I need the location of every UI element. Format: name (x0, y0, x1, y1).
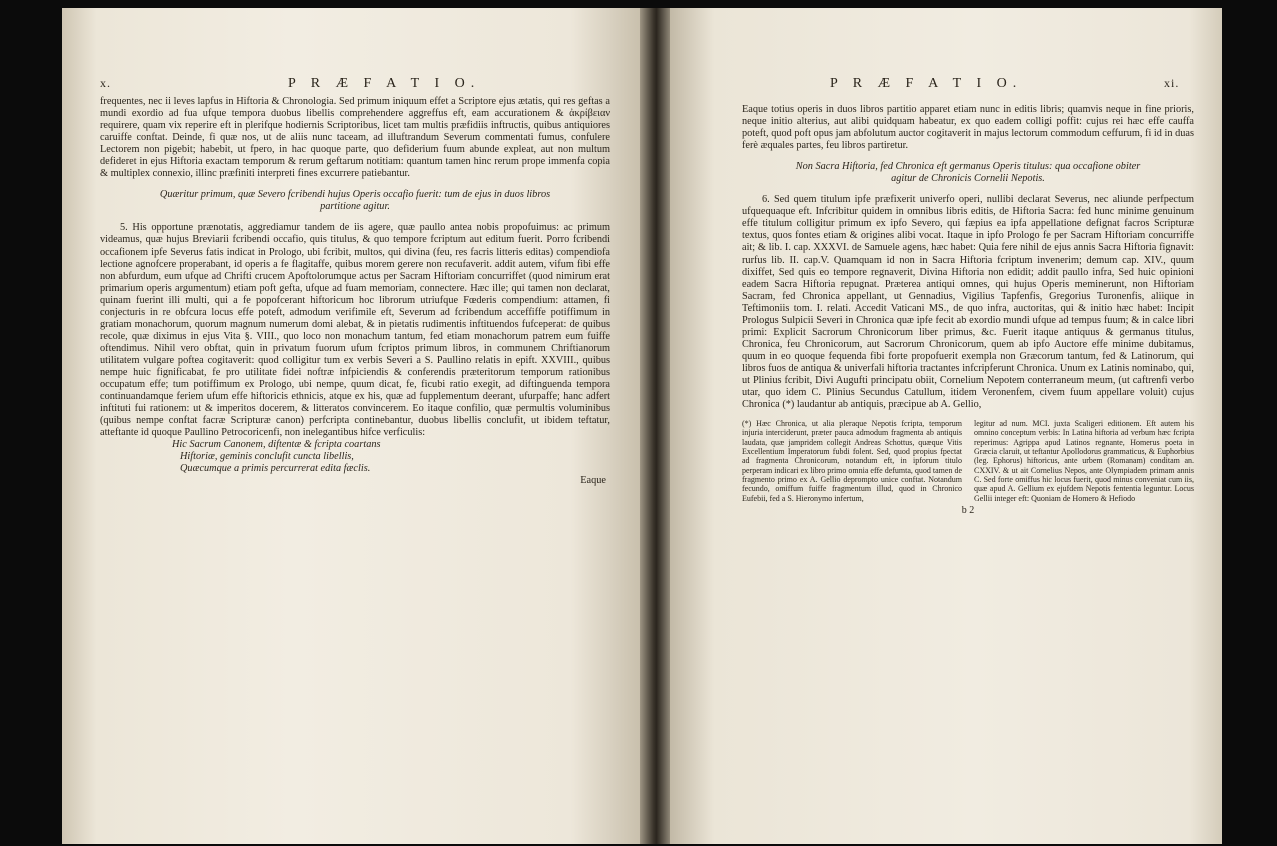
verse-line: Hiftoriæ, geminis conclufit cuncta libellis, (180, 451, 354, 463)
left-running-head: P R Æ F A T I O. (288, 76, 481, 91)
right-running-head: P R Æ F A T I O. (830, 76, 1023, 91)
paragraph-6: 6. Sed quem titulum ipfe præfixerit univerfo operi, nullibi declarat Severus, nec aliunde perfpectum ufquequaque eft. Infcribitur quidem in omnibus libris editis, de Hiftoria Sacra: fed hunc minime genuinum effe titulum colligitur primum ex ipfo Severo, qui fæpius ea ipfa appellatione defignat facros Scripturæ textus, quos fontes etiam & origines alibi vocat. Itaque in ipfo Prologo fe per Sacram Hiftoriam concurriffe ait; & lib. I. cap. XXXVI. de Samuele agens, hæc habet: Quia fere nihil de ejus annis Sacra Hiftoria fignavit: rurfus lib. II. cap.V. Quamquam id non in Sacra Hiftoria fcriptum invenerim; demum cap. XIV., quum dixiffet, Sed quis eo tempore regnaverit, Divina Hiftoria non edidit; addit paullo infra, Sed huic opinioni eadem Sacra Hiftoria repugnat. Præterea antiqui omnes, qui hujus Operis meminerunt, non Hiftoriam Sacram, fed Chronica appellant, ut Gennadius, Vigilius Tapfenfis, Gregorius Turonenfis, aliique in Teftimoniis tom. I. relati. Accedit Vaticani MS., de quo infra, auctoritas, qui & initio hæc habet: Incipit Prologus Sulpicii Severi in Chronica quæ ipfe fecit ab exordio mundi ufque ad tempus fuum; & in calce libri primi: Explicit Sacrorum Chronicorum liber primus, &c. Fuerit itaque antiquus & germanus titulus, Chronica, feu Chronicorum, aut Sacrorum Chronicorum, quem ab ipfo Auctore effe minime dubitamus, quum in eo quoque fequenda fibi forte propofuerit exempla non Græcorum tantum, fed & Latinorum, qui libros fuos de antiqua & univerfali hiftoria tractantes infcripferunt Chronica. Unum ex Latinis nominabo, qui, ut Plinius fcribit, Divi Augufti principatu obiit, Cornelium Nepotem conterraneum meum, (ut caftrenfi verbo utar, quo idem C. Plinius Secundus Catullum, itidem Veronenfem, civem fuum appellare voluit) cujus Chronica (*) laudantur ab antiquis, præcipue ab A. Gellio, (742, 194, 1194, 411)
right-text-block (742, 104, 1194, 517)
footnote-column: legitur ad num. MCI. juxta Scaligeri editionem. Eft autem his omnino conceptum verbis: In Latina hiftoria ad verbum hæc fcripta reperimus: Agrippa apud Latinos regnante, Homerus poeta in Græcia claruit, ut teftantur Apollodorus grammaticus, & Euphorbius (leg. Ephorus) hiftoricus, ante urbem (Romanam) conditam an. CXXIV. & ut ait Cornelius Nepos, ante Olympiadem primam annis C. Sed forte omiffus hic locus fuerit, quod minus conveniat cum iis, quæ apud A. Gellium ex ejufdem Nepotis fententia leguntur. Locus Gellii integer eft: Quoniam de Homero & Hefiodo (974, 419, 1194, 503)
footnote-column: (*) Hæc Chronica, ut alia pleraque Nepotis fcripta, temporum injuria interciderunt, præter pauca admodum fragmenta ab antiquis laudata, quæ jampridem collegit Andreas Schottus, quæque Vitis Excellentium Imperatorum fubdi folent. Sed, quod propius fpectat ad fragmenta Chronicorum, notandum eft, in ipforum titulo perperam indicari ex libro primo omnia effe defumta, quod tamen de fragmento primo ex A. Gellio deprompto unice conftat. Notandum fecundo, omiffum fuiffe fragmentum illud, quod in Chronico Eufebii, fed a S. Hieronymo infertum, (742, 419, 962, 503)
left-opening-text: frequentes, nec ii leves lapfus in Hiftoria & Chronologia. Sed primum iniquum effet a Scriptore ejus ætatis, qui res geftas a mundi exordio ad fua ufque tempora duobus libellis comprehendere aggreffus eft, eam accurationem & ἀκρίβειαν requirere, quam vix reperire eft in plerifque hodiernis Scriptoribus, licet tam multis præfidiis inftructis, quibus antiquiores caruiffe conftat. Deinde, fi quæ nos, ut de aliis nunc taceam, ad illuftrandum Severum commentati fumus, confulere Lectorem non pigebit; habebit, ut fpero, in hac quoque parte, quo defiderium fuum abunde expleat, aut non multum defideret in ejus Hiftoria exactam temporum & rerum geftarum notitiam: quantum tamen hinc rerum prope immenfa copia & multiplex connexio, illinc præfiniti interpreti fines excurrere patiebantur. (100, 96, 610, 180)
paragraph-5: 5. His opportune prænotatis, aggrediamur tandem de iis agere, quæ paullo antea nobis propofuimus: ac primum videamus, quæ hujus Breviarii fcribendi occafio, quis titulus, & quo tempore fcriptum aut editum fuerit. Porro fcribendi occafionem ipfe Severus fatis indicat in Prologo, ubi fcribit, multos, qui divina (feu, res facris litteris editas) compendiofa lectione agnofcere properabant, id operis a fe flagitaffe, quibus morem gerere non recufaverit. addit autem, vifum fibi effe non abfurdum, eum ufque ad Chrifti crucem Apoftolorumque actus per Sacram Hiftoriam concurriffet (quod nimirum erat primarium operis argumentum) etiam poft gefta, ufque ad fuam memoriam, connectere. Hæc ille; qui tamen non declarat, quinam fuerint illi multi, qui a fe popofcerant hiftoricum hoc librorum utriufque Fœderis compendium: attamen, fi conjecturis in re obfcura locus effe poteft, admodum verifimile eft, Severum ad fcribendum acceffiffe potiffimum in gratiam monachorum, quorum magnum numerum domi alebat, & in pietatis rudimentis inftituendos fufceperat: de quibus recole, quæ diximus in ejus Vita §. VIII., quo loco non monachum tantum, fed etiam monachorum patrem eum fuiffe oftendimus. Nihil vero obftat, quin in privatum fuorum ufum fcriptos primum libros, in communem Chriftianorum utilitatem vulgare poftea cogitaverit: quod colligitur tum ex verbis Severi a S. Paullino relatis in epift. XXVIII., quibus nempe huic fignificabat, fe pro utilitate fidei noftræ infpiciendis & conferendis præteritorum temporum rationibus occupatum effe; tum potiffimum ex Prologo, ubi nempe, quum dicat, fe, ficubi ratio exegit, ad diftinguenda tempora continuandamque feriem ufum effe hiftoricis ethnicis, atque ex his, quæ ad fupplementum deerant, ufurpaffe; hanc adfert inftituti fui rationem: ut & imperitos docerem, & litteratos convincerem. Eo itaque confilio, quæ permultis voluminibus (quibus nempe conftat facræ Scripturæ canon) perfcripta continebantur, duobus libellis conclufit, ut ibidem teftatur, atteftante id quoque Paullino Petrocoricenfi, non inelegantibus hifce verficulis: (100, 222, 610, 439)
right-folio: xi. (1164, 76, 1180, 90)
right-opening-text: Eaque totius operis in duos libros partitio apparet etiam nunc in editis libris; quamvis neque in fine prioris, neque initio alterius, aut alibi quidquam habeatur, ex quo eadem colligi poffit: cujus rei hæc effe cauffa poteft, quod poft opus jam abfolutum auctor cogitaverit in majus lectorum commodum ceffurum, fi id in duas ferè æquales partes, feu libros partiretur. (742, 104, 1194, 152)
left-section-heading: Quæritur primum, quæ Severo fcribendi hujus Operis occafio fuerit: tum de ejus in duos libros partitione agitur. (159, 189, 551, 213)
left-text-block (100, 96, 610, 487)
left-page (62, 8, 640, 844)
verse-line: Quæcumque a primis percurrerat edita fæclis. (180, 463, 371, 475)
right-page (670, 8, 1222, 844)
book-gutter (640, 8, 670, 844)
signature-mark: b 2 (961, 504, 975, 516)
footnotes (742, 419, 1194, 503)
left-folio: x. (100, 76, 111, 90)
verse-line: Hic Sacrum Canonem, diftentæ & fcripta coartans (172, 439, 381, 451)
right-section-heading: Non Sacra Hiftoria, fed Chronica eft germanus Operis titulus: qua occafione obiter agitur de Chronicis Cornelii Nepotis. (795, 161, 1141, 185)
catchword: Eaque (580, 475, 606, 487)
book-spread (62, 8, 1222, 844)
